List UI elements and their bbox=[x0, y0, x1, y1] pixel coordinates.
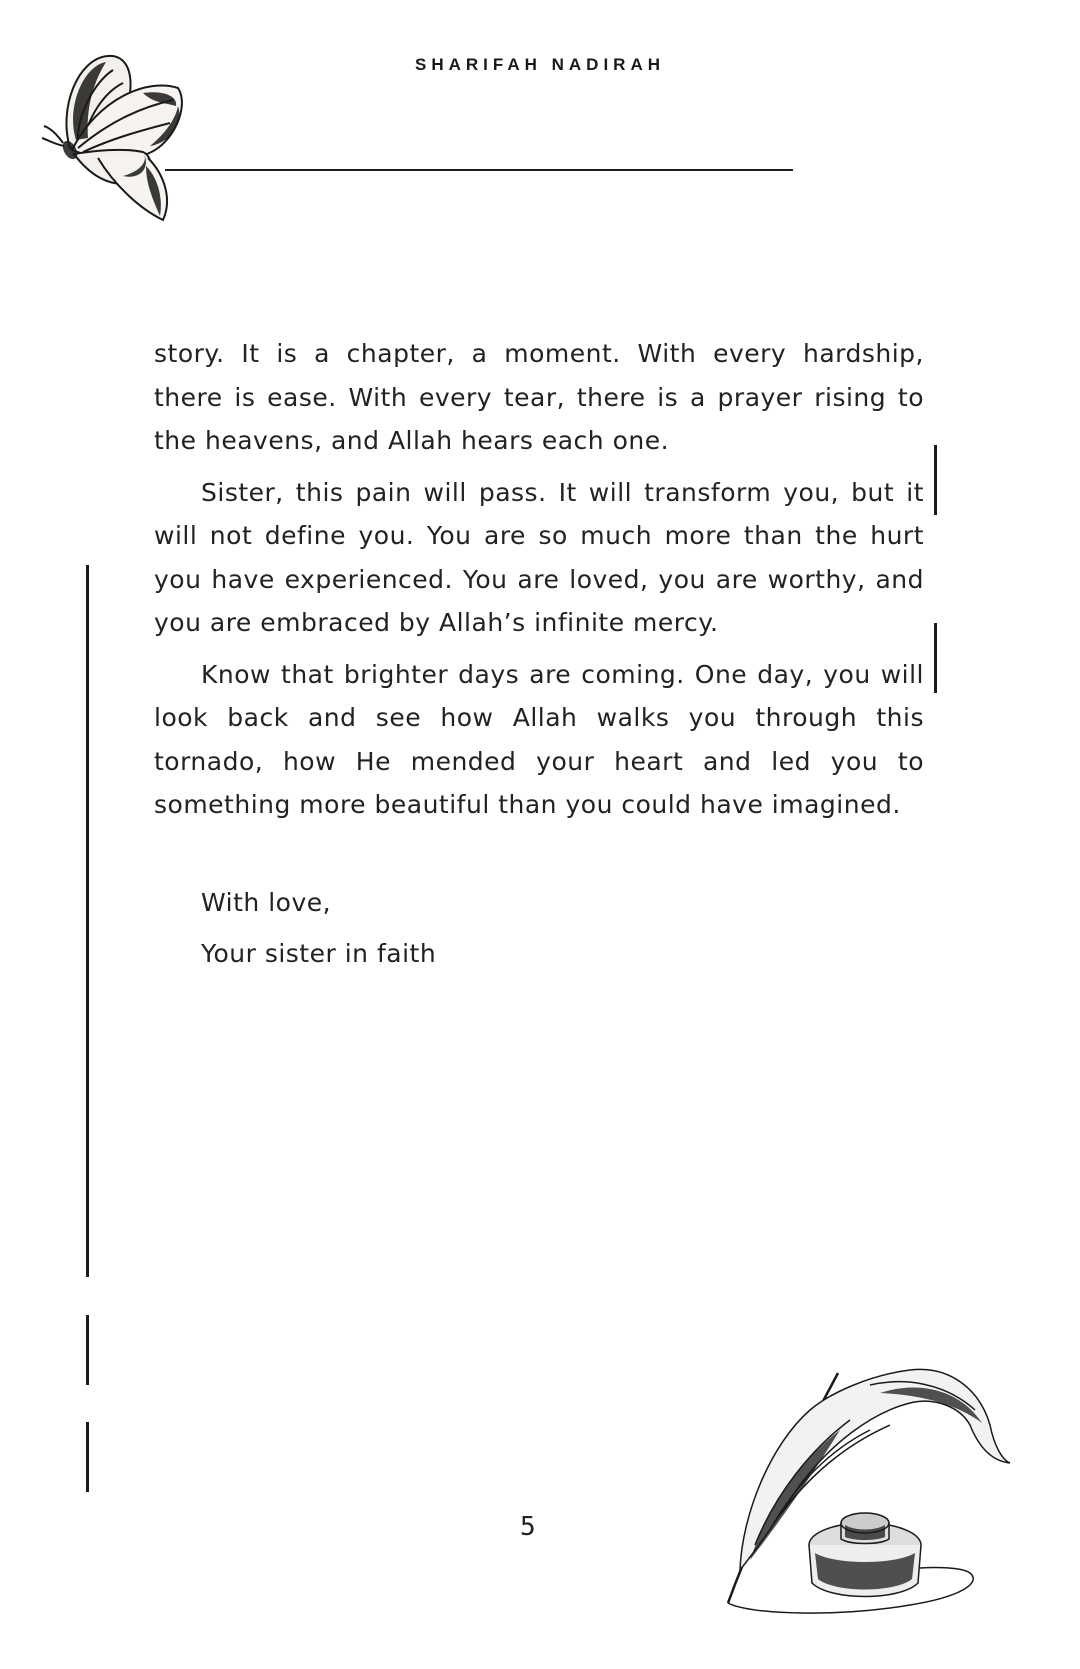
paragraph: story. It is a chapter, a moment. With every hardship, there is ease. With every tear, there is a prayer rising to the heavens, and Allah hears each one. bbox=[154, 339, 924, 455]
decorative-bar bbox=[86, 565, 89, 1277]
decorative-bar bbox=[934, 445, 937, 515]
paragraph: Sister, this pain will pass. It will transform you, but it will not define you. You are so much more than the hurt you have experienced. You are loved, you are worthy, and you are embraced by Allah’s infinite mercy. bbox=[154, 477, 924, 637]
header-rule bbox=[165, 169, 793, 171]
quill-and-inkwell-icon bbox=[720, 1365, 1020, 1615]
decorative-bar bbox=[86, 1422, 89, 1492]
page-number: 5 bbox=[520, 1512, 536, 1542]
paragraph: Know that brighter days are coming. One day, you will look back and see how Allah walks you through this tornado, how He mended your heart and led you to something more beautiful than you could have imagined. bbox=[154, 659, 924, 819]
running-header-author: SHARIFAH NADIRAH bbox=[415, 55, 665, 74]
body-text bbox=[154, 332, 924, 984]
decorative-bar bbox=[86, 1315, 89, 1385]
closing-salutation: With love, bbox=[201, 887, 332, 917]
letter-closing bbox=[154, 881, 924, 976]
butterfly-icon bbox=[38, 48, 198, 233]
closing-signature: Your sister in faith bbox=[201, 939, 437, 968]
decorative-bar bbox=[934, 623, 937, 693]
